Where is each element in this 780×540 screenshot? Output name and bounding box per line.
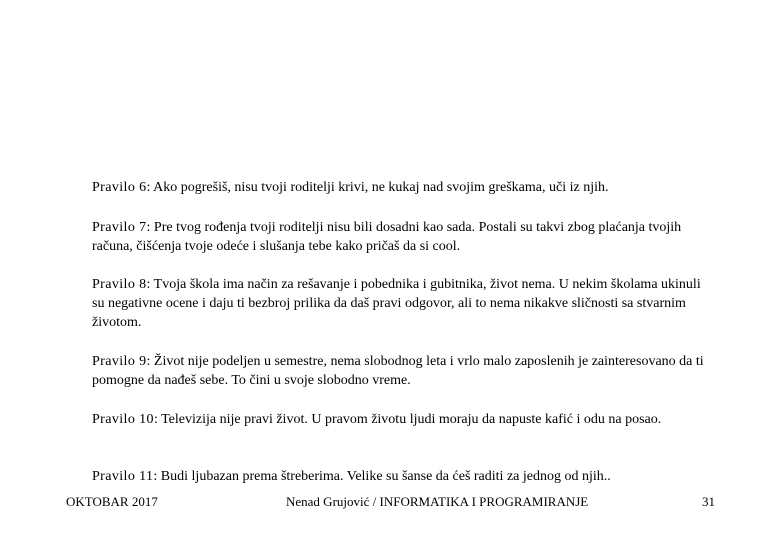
rule-7	[92, 218, 712, 256]
footer-author-course: Nenad Grujović / INFORMATIKA I PROGRAMIRANJE	[286, 494, 589, 509]
rule-text: : Tvoja škola ima način za rešavanje i pobednika i gubitnika, život nema. U nekim školama ukinuli su negativne ocene i daju ti bezbroj prilika da daš pravi odgovor, ali to nema nikakve sličnosti sa stvarnim životom.	[92, 277, 701, 330]
rule-title: Pravilo 9	[92, 354, 147, 369]
rule-title: Pravilo 7	[92, 220, 147, 235]
rule-title: Pravilo 8	[92, 277, 147, 292]
footer-date: OKTOBAR 2017	[66, 494, 158, 509]
rule-text: : Život nije podeljen u semestre, nema slobodnog leta i vrlo malo zaposlenih je zainteresovano da ti pomogne da nađeš sebe. To čini u svoje slobodno vreme.	[92, 354, 704, 388]
page-number: 31	[702, 494, 715, 509]
rule-title: Pravilo 11	[92, 469, 154, 484]
rule-title: Pravilo 10	[92, 412, 154, 427]
rule-text: : Budi ljubazan prema štreberima. Velike su šanse da ćeš raditi za jednog od njih..	[153, 469, 611, 484]
rule-text: : Ako pogrešiš, nisu tvoji roditelji krivi, ne kukaj nad svojim greškama, uči iz njih.	[146, 180, 609, 195]
rule-8	[92, 275, 712, 332]
rule-6	[92, 178, 609, 197]
rule-text: : Pre tvog rođenja tvoji roditelji nisu bili dosadni kao sada. Postali su takvi zbog plaćanja tvojih računa, čišćenja tvoje odeće i slušanja tebe kako pričaš da si cool.	[92, 220, 682, 254]
rule-title: Pravilo 6	[92, 180, 147, 195]
rule-11	[92, 467, 611, 486]
rule-9	[92, 352, 712, 390]
rule-text: : Televizija nije pravi život. U pravom životu ljudi moraju da napuste kafić i odu na posao.	[153, 412, 662, 427]
rule-10	[92, 410, 661, 429]
